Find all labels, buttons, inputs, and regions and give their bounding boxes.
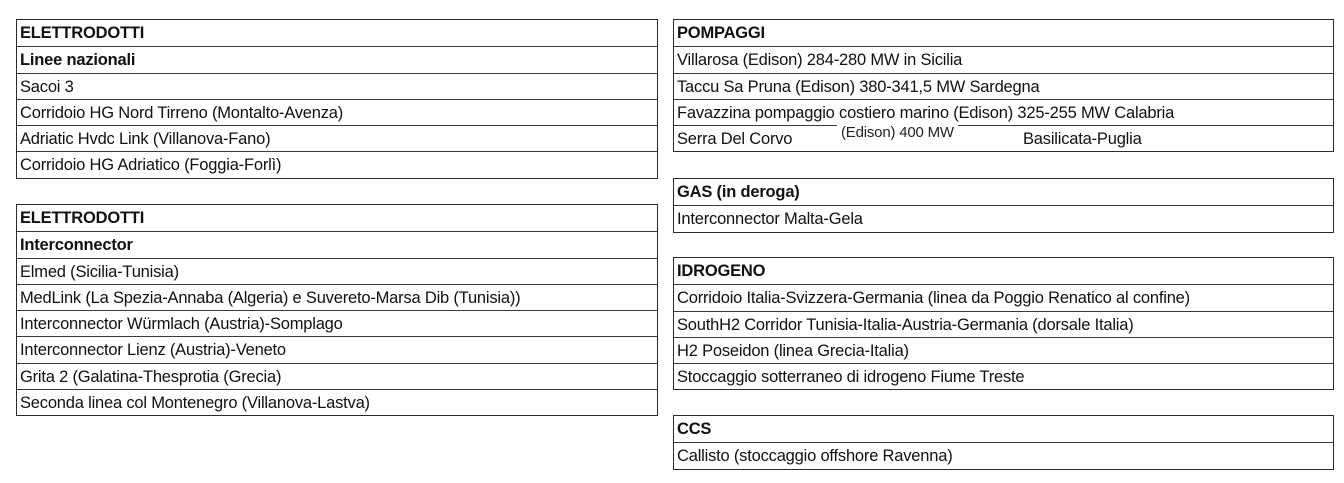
table-row: Stoccaggio sotterraneo di idrogeno Fiume Treste bbox=[674, 363, 1333, 389]
table-elettrodotti-interconnector bbox=[16, 204, 658, 416]
table-pompaggi bbox=[673, 19, 1334, 152]
table-title: CCS bbox=[677, 420, 712, 438]
table-ccs bbox=[673, 415, 1334, 470]
table-row: Corridoio HG Adriatico (Foggia-Forlì) bbox=[17, 151, 657, 177]
row-name: Serra Del Corvo bbox=[677, 130, 793, 149]
table-row: Adriatic Hvdc Link (Villanova-Fano) bbox=[17, 125, 657, 151]
table-row: Corridoio Italia-Svizzera-Germania (linea da Poggio Renatico al confine) bbox=[674, 284, 1333, 310]
table-row: Seconda linea col Montenegro (Villanova-Lastva) bbox=[17, 389, 657, 415]
table-title: ELETTRODOTTI bbox=[20, 209, 145, 227]
table-row: Villarosa (Edison) 284-280 MW in Sicilia bbox=[674, 46, 1333, 72]
table-title: ELETTRODOTTI bbox=[20, 24, 145, 42]
table-gas bbox=[673, 178, 1334, 233]
table-row: Callisto (stoccaggio offshore Ravenna) bbox=[674, 442, 1333, 468]
table-row: Taccu Sa Pruna (Edison) 380-341,5 MW Sardegna bbox=[674, 73, 1333, 99]
table-elettrodotti-linee-nazionali bbox=[16, 19, 658, 179]
table-row-serra-del-corvo bbox=[674, 125, 1333, 151]
row-region: Basilicata-Puglia bbox=[1023, 130, 1142, 149]
overlay-edison-400mw: (Edison) 400 MW bbox=[837, 124, 958, 142]
table-row: Favazzina pompaggio costiero marino (Edison) 325-255 MW Calabria bbox=[674, 99, 1333, 125]
table-title: IDROGENO bbox=[677, 262, 766, 280]
table-row: Interconnector Würmlach (Austria)-Somplago bbox=[17, 310, 657, 336]
table-row: Corridoio HG Nord Tirreno (Montalto-Avenza) bbox=[17, 99, 657, 125]
table-subtitle: Linee nazionali bbox=[17, 46, 657, 72]
table-row: Grita 2 (Galatina-Thesprotia (Grecia) bbox=[17, 363, 657, 389]
table-subtitle: Interconnector bbox=[17, 231, 657, 257]
table-row: Interconnector Malta-Gela bbox=[674, 205, 1333, 231]
table-title: GAS (in deroga) bbox=[677, 183, 800, 201]
table-title: POMPAGGI bbox=[677, 24, 765, 42]
table-row: Interconnector Lienz (Austria)-Veneto bbox=[17, 336, 657, 362]
table-row: MedLink (La Spezia-Annaba (Algeria) e Suvereto-Marsa Dib (Tunisia)) bbox=[17, 284, 657, 310]
table-row: Sacoi 3 bbox=[17, 73, 657, 99]
table-row: H2 Poseidon (linea Grecia-Italia) bbox=[674, 337, 1333, 363]
table-row: Elmed (Sicilia-Tunisia) bbox=[17, 258, 657, 284]
table-idrogeno bbox=[673, 257, 1334, 390]
table-row: SouthH2 Corridor Tunisia-Italia-Austria-Germania (dorsale Italia) bbox=[674, 311, 1333, 337]
